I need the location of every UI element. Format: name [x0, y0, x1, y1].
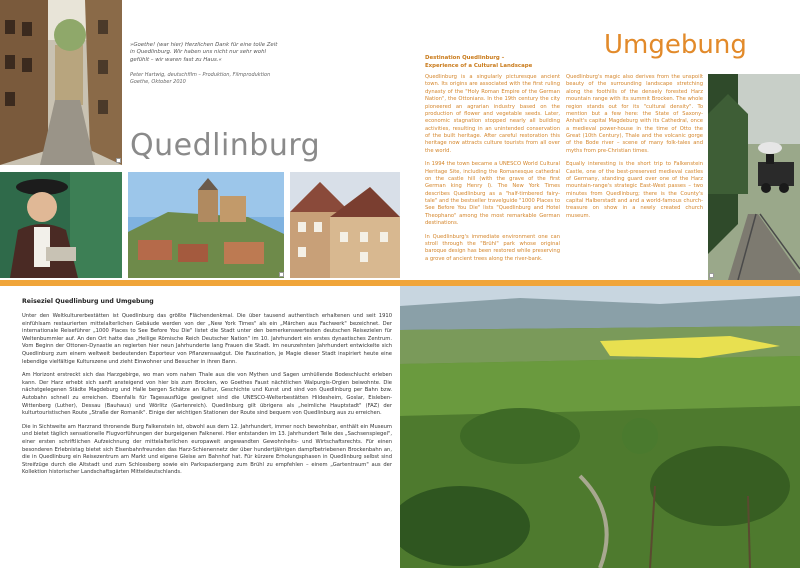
photo-timber-houses	[290, 172, 400, 278]
photo-costumed-guide	[0, 172, 122, 278]
paragraph: Am Horizont erstreckt sich das Harzgebirge, wo man vom nahen Thale aus die von Mythen und Sagen umhüllende Bodeschlucht erleben kann. Der Harz erhebt sich sanft ansteigend von hier bis zum Brocken, wo Goethes Faust nächtlichen Walpurgis-Orgien beiwohnte. Die nächstgelegenen Städte Magdeburg und Halle bergen Schätze an Kultur, Geschichte und Kunst und sind von Quedlinburg per Bahn bzw. Autobahn schnell zu erreichen. Ebenfalls für Tagesausflüge geeignet sind die UNESCO-Welterbestätten Hildesheim, Goslar, Eisleben-Wittenberg (Luther), Dessau (Bauhaus) und Wörlitz (Gartenreich). Quedlinburg gilt übrigens als „heimliche Hauptstadt" (FAZ) der kulturtouristischen Route „Straße der Romanik". Einige der wichtigen Stationen der Route sind bequem von Quedlinburg aus zu erreichen.	[22, 372, 392, 417]
quote-credit: Peter Hartwig, deutschfilm – Produktion, Filmproduktion Goethe, Oktober 2010	[130, 72, 271, 85]
paragraph: Quedlinburg is a singularly picturesque ancient town. Its origins are associated with the first ruling dynasty of the "Holy Roman Empire of the German Nation", the Ottonians. In the 19th century the city pioneered an agrarian industry based on the production of flower and vegetable seeds. Later, economic stagnation stopped nearly all building activities, resulting in an unintended conservation of the built heritage. After careful restoration this heritage now attracts culture tourists from all over the world.	[425, 74, 560, 154]
photo-timbered-street	[0, 0, 122, 165]
testimonial-quote: »Goethe! (war hier) Herzlichen Dank für eine tolle Zeit in Quedlinburg. Wir haben uns nicht nur sehr wohl gefühlt – wir waren fast zu Haus.«	[130, 42, 278, 63]
english-column-1	[425, 74, 560, 269]
english-heading	[425, 55, 560, 70]
paragraph: Equally interesting is the short trip to Falkenstein Castle, one of the best-preserved medieval castles of Germany, standing guard over one of the Harz mountain-range's strategic East-West passes – two minutes from Quedlinburg; there is the County's capital Halberstadt and and a world-famous church-treasure on show in a newly created church museum.	[566, 161, 703, 219]
paragraph: In 1994 the town became a UNESCO World Cultural Heritage Site, including the Romanesque cathedral on the castle hill (with the grave of the first German king Henry I). The New York Times describes Quedlinburg as a "half-timbered fairy-tale" and the bestseller travelguide "1000 Places to See Before You Die" lists "Quedlinburg and Hotel Theophano" among the most remarkable German destinations.	[425, 161, 560, 227]
section-title: Umgebung	[604, 30, 747, 60]
heading-line: Experience of a Cultural Landscape	[425, 62, 533, 69]
paragraph: Die in Sichtweite am Harzrand thronende Burg Falkenstein ist, obwohl aus dem 12. Jahrhundert, immer noch bewohnbar, enthält ein Museum und bietet täglich sensationelle Flugvorführungen der burgeigenen Falknerei. Hier entstanden im 13. Jahrhundert Teile des „Sachsenspiegel", einer ersten schriftlichen Aufzeichnung der mittelalterlichen europaweit angewandten Gewohnheits- und Wirtschaftsrechts. Für einen besonderen Erlebnistag bietet sich Eisenbahnfreunden das Harz-Schienennetz der über hundertjährigen dampfbetriebenen Brockenbahn an, die in Quedlinburg ein Reisezentrum am Markt und eigene Gleise am Bahnhof hat. Für kürzere Erholungsphasen in Quedlinburg selbst sind Streifzüge durch die Altstadt und zum Schlossberg sowie ein Parkspaziergang zum Brühl zu empfehlen – einem „Gartentraum" aus der Kollektion historischer Landschaftsgärten Mitteldeutschlands.	[22, 423, 392, 476]
section-heading: Reiseziel Quedlinburg und Umgebung	[22, 298, 154, 305]
paragraph: Unter den Weltkulturerbestätten ist Quedlinburg das größte Flächendenkmal. Die über tausend authentisch erhaltenen und seit 1910 einfühlsam restaurierten mittelalterlichen Gebäude werden von der „New York Times" als ein „Märchen aus Fachwerk" bezeichnet. Der internationale Reiseführer „1000 Places to See Before You Die" listet die Stadt unter den bemerkenswertesten deutschen Reisezielen für Weltenbummler auf. An den Ort hatte das „Heilige Römische Reich Deutscher Nation" im 10. Jahrhundert ein erstes dynastisches Zentrum. Vom Beginn der Ottonen-Dynastie an regierten hier neun Jahrhunderte lang Frauen die Stadt. Im neunzehnten Jahrhundert entwickelte sich Quedlinburg zum einem weltweit bedeutenden Exporteur von Pflanzensaatgut. Die Faszination, je Magie dieser Stadt inspiriert heute eine lebendige vielfältige Kulturszene und zieht Einwohner und Besucher in ihren Bann.	[22, 313, 392, 365]
heading-line: Destination Quedlinburg –	[425, 55, 505, 61]
english-column-2	[566, 74, 703, 226]
photo-steam-train	[708, 74, 800, 280]
photo-marker	[279, 272, 284, 277]
photo-castle-hill	[128, 172, 284, 278]
paragraph: In Quedlinburg's immediate environment one can stroll through the "Brühl" park whose original baroque design has been restored while preserving a grove of ancient trees along the river-bank.	[425, 233, 560, 262]
page-title: Quedlinburg	[130, 128, 321, 163]
paragraph: Quedlinburg's magic also derives from the unspoilt beauty of the surrounding landscape stretching along the foothills of the densely forested Harz mountain range with its summit Brocken. The whole region stands out for its "cultural density". To mention but a few here: the State of Saxony-Anhalt's capital Magdeburg with its Cathedral, once a medieval power-house in the time of Otto the Great (10th Century), Thale and the volcanic gorge of the Bode river – scene of many folk-tales and myths from pre-Christian times.	[566, 74, 703, 154]
photo-marker	[116, 158, 121, 163]
photo-harz-landscape	[400, 286, 800, 568]
photo-marker	[709, 273, 714, 278]
german-body-text	[22, 313, 392, 483]
